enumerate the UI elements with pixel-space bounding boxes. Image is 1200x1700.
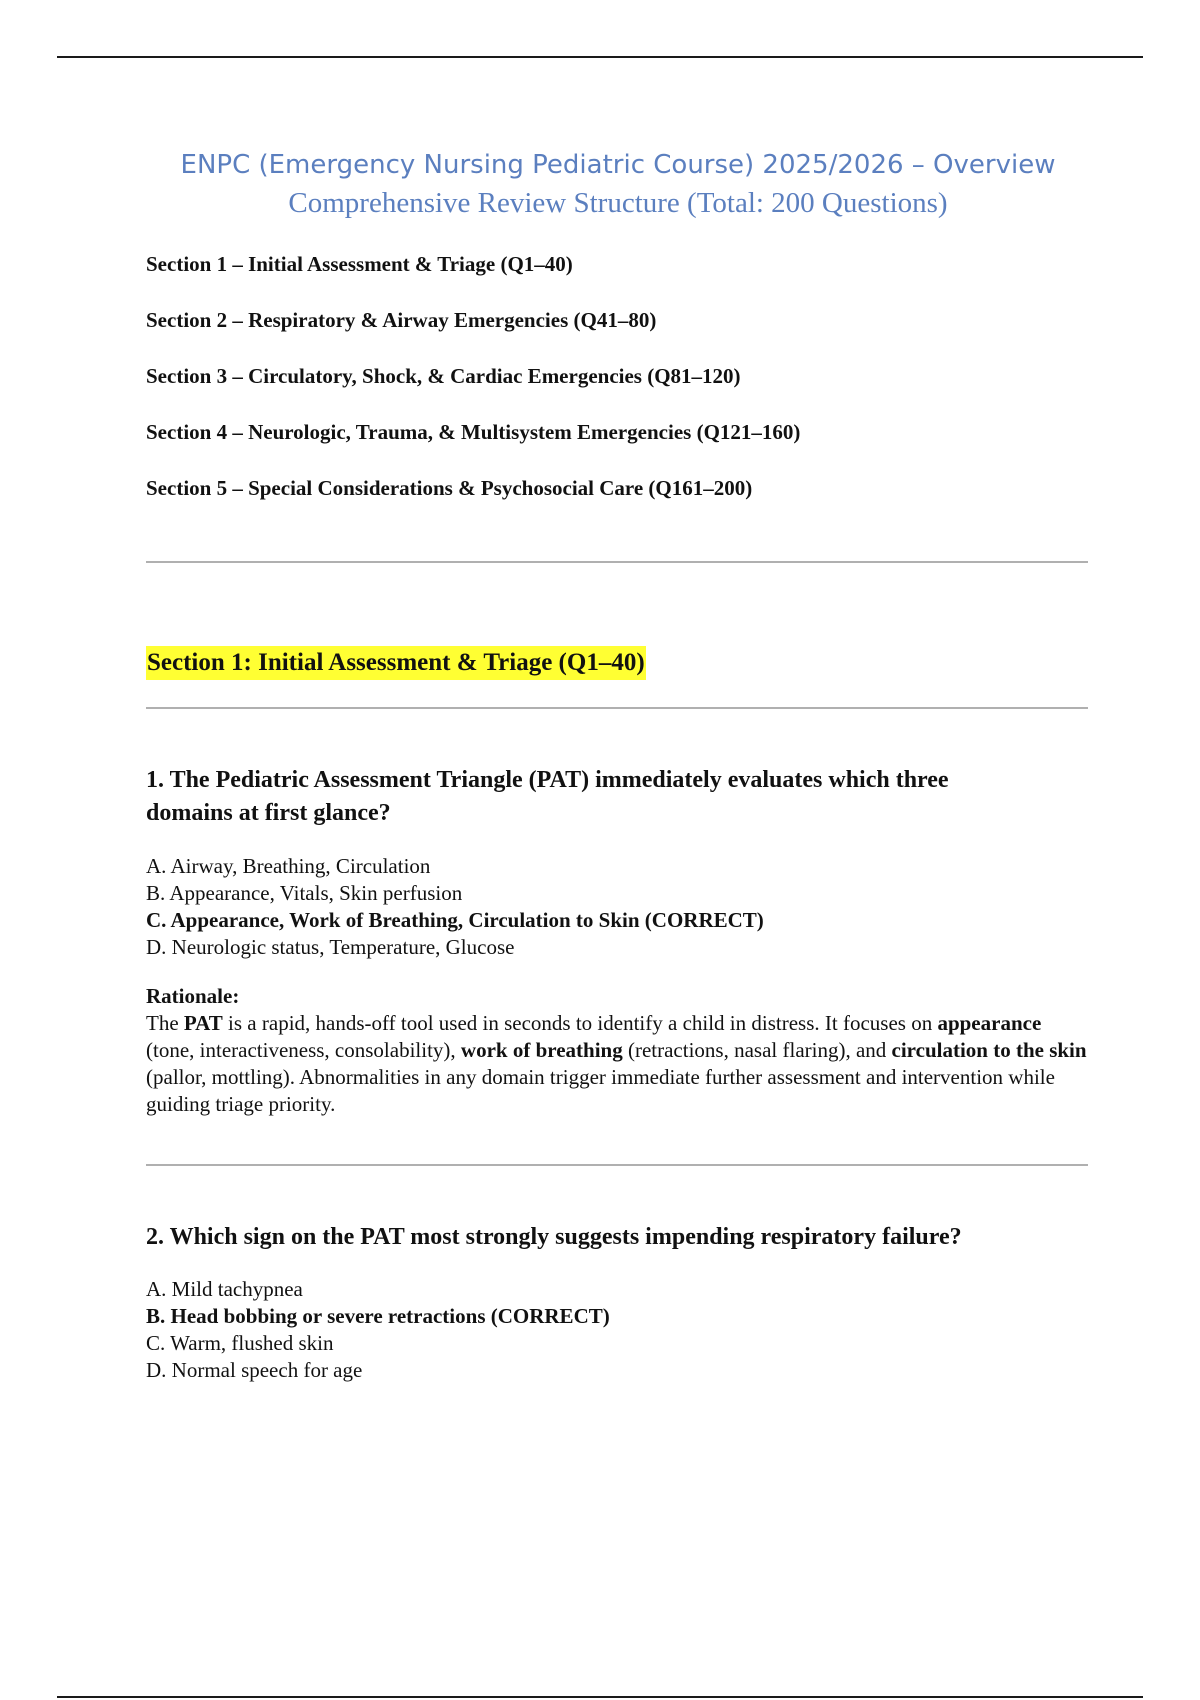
table-of-contents [146,249,800,529]
toc-item-section-2: Section 2 – Respiratory & Airway Emergencies (Q41–80) [146,308,657,332]
question-1-options [146,853,1090,961]
question-1-option-b: B. Appearance, Vitals, Skin perfusion [146,881,463,905]
question-1-rationale-label: Rationale: [146,984,240,1008]
divider [146,1164,1088,1166]
rationale-text: (pallor, mottling). Abnormalities in any domain trigger immediate further assessment and intervention while guiding triage priority. [146,1065,1055,1116]
question-2-option-c: C. Warm, flushed skin [146,1331,334,1355]
document-title [146,146,1090,222]
rationale-emphasis: appearance [937,1011,1042,1035]
question-1 [146,764,1090,1118]
toc-item-section-5: Section 5 – Special Considerations & Psychosocial Care (Q161–200) [146,476,753,500]
question-1-rationale [146,1010,1090,1118]
rationale-emphasis: work of breathing [460,1038,623,1062]
question-2-stem: 2. Which sign on the PAT most strongly suggests impending respiratory failure? [146,1224,962,1250]
rationale-emphasis: circulation to the skin [891,1038,1087,1062]
rationale-text: The [146,1011,184,1035]
question-1-stem [146,764,1090,830]
rationale-emphasis: PAT [183,1011,223,1035]
toc-item-section-1: Section 1 – Initial Assessment & Triage (Q1–40) [146,252,573,276]
page-bottom-rule [57,1696,1143,1698]
document-title-line2: Comprehensive Review Structure (Total: 200 Questions) [288,187,948,219]
rationale-text: is a rapid, hands-off tool used in seconds to identify a child in distress. It focuses on [222,1011,938,1035]
question-2-option-a: A. Mild tachypnea [146,1277,303,1301]
page-top-rule [57,56,1143,58]
question-1-option-d: D. Neurologic status, Temperature, Glucose [146,935,515,959]
question-1-stem-line1: 1. The Pediatric Assessment Triangle (PAT) immediately evaluates which three [146,767,949,793]
toc-item-section-4: Section 4 – Neurologic, Trauma, & Multisystem Emergencies (Q121–160) [146,420,801,444]
question-1-stem-line2: domains at first glance? [146,800,391,826]
document-title-line1: ENPC (Emergency Nursing Pediatric Course) 2025/2026 – Overview [180,150,1056,180]
question-1-option-c: C. Appearance, Work of Breathing, Circulation to Skin (CORRECT) [146,908,764,932]
rationale-text: (retractions, nasal flaring), and [622,1038,892,1062]
rationale-text: (tone, interactiveness, consolability), [146,1038,461,1062]
question-2-options [146,1276,1090,1384]
question-2 [146,1221,1090,1384]
divider [146,707,1088,709]
question-1-option-a: A. Airway, Breathing, Circulation [146,854,431,878]
section-heading: Section 1: Initial Assessment & Triage (Q1–40) [146,646,646,680]
toc-item-section-3: Section 3 – Circulatory, Shock, & Cardiac Emergencies (Q81–120) [146,364,741,388]
question-2-option-b: B. Head bobbing or severe retractions (CORRECT) [146,1304,610,1328]
divider [146,561,1088,563]
question-2-option-d: D. Normal speech for age [146,1358,363,1382]
